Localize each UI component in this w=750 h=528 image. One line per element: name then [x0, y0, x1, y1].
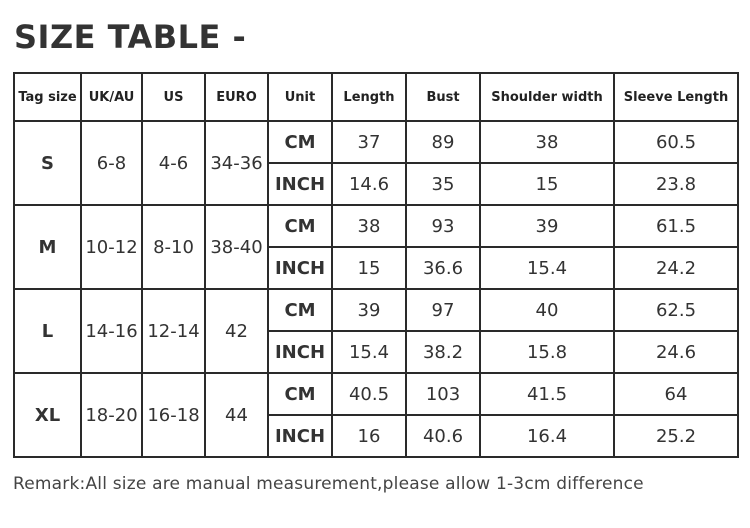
- shoulder-width-cell: 15.8: [480, 331, 614, 373]
- remark-text: Remark:All size are manual measurement,please allow 1-3cm difference: [13, 474, 644, 494]
- sleeve-length-cell: 60.5: [614, 121, 738, 163]
- sleeve-length-cell: 64: [614, 373, 738, 415]
- length-cell: 15: [332, 247, 406, 289]
- page-title: SIZE TABLE -: [14, 18, 247, 56]
- bust-cell: 103: [406, 373, 480, 415]
- sleeve-length-cell: 23.8: [614, 163, 738, 205]
- table-row: [14, 205, 738, 247]
- bust-cell: 40.6: [406, 415, 480, 457]
- uk-au-cell: 18-20: [81, 373, 142, 457]
- shoulder-width-cell: 15: [480, 163, 614, 205]
- uk-au-cell: 6-8: [81, 121, 142, 205]
- length-cell: 14.6: [332, 163, 406, 205]
- shoulder-width-cell: 15.4: [480, 247, 614, 289]
- sleeve-length-cell: 25.2: [614, 415, 738, 457]
- shoulder-width-cell: 38: [480, 121, 614, 163]
- length-cell: 37: [332, 121, 406, 163]
- header-bust: Bust: [406, 73, 480, 121]
- bust-cell: 89: [406, 121, 480, 163]
- sleeve-length-cell: 24.6: [614, 331, 738, 373]
- unit-cell: INCH: [268, 247, 332, 289]
- header-euro: EURO: [205, 73, 268, 121]
- header-unit: Unit: [268, 73, 332, 121]
- euro-cell: 42: [205, 289, 268, 373]
- tag-size-cell: M: [14, 205, 81, 289]
- uk-au-cell: 10-12: [81, 205, 142, 289]
- shoulder-width-cell: 39: [480, 205, 614, 247]
- header-sleeve-length: Sleeve Length: [614, 73, 738, 121]
- unit-cell: CM: [268, 373, 332, 415]
- header-shoulder-width: Shoulder width: [480, 73, 614, 121]
- sleeve-length-cell: 61.5: [614, 205, 738, 247]
- table-row: [14, 121, 738, 163]
- unit-cell: INCH: [268, 331, 332, 373]
- us-cell: 12-14: [142, 289, 205, 373]
- bust-cell: 36.6: [406, 247, 480, 289]
- shoulder-width-cell: 16.4: [480, 415, 614, 457]
- us-cell: 4-6: [142, 121, 205, 205]
- sleeve-length-cell: 24.2: [614, 247, 738, 289]
- table-row: [14, 373, 738, 415]
- header-row: [14, 73, 738, 121]
- uk-au-cell: 14-16: [81, 289, 142, 373]
- header-tag-size: Tag size: [14, 73, 81, 121]
- table-row: [14, 289, 738, 331]
- euro-cell: 34-36: [205, 121, 268, 205]
- unit-cell: CM: [268, 289, 332, 331]
- unit-cell: INCH: [268, 415, 332, 457]
- bust-cell: 93: [406, 205, 480, 247]
- bust-cell: 38.2: [406, 331, 480, 373]
- length-cell: 16: [332, 415, 406, 457]
- tag-size-cell: XL: [14, 373, 81, 457]
- length-cell: 39: [332, 289, 406, 331]
- us-cell: 8-10: [142, 205, 205, 289]
- header-length: Length: [332, 73, 406, 121]
- euro-cell: 44: [205, 373, 268, 457]
- bust-cell: 35: [406, 163, 480, 205]
- euro-cell: 38-40: [205, 205, 268, 289]
- unit-cell: INCH: [268, 163, 332, 205]
- shoulder-width-cell: 41.5: [480, 373, 614, 415]
- bust-cell: 97: [406, 289, 480, 331]
- size-table: [13, 72, 739, 458]
- shoulder-width-cell: 40: [480, 289, 614, 331]
- tag-size-cell: S: [14, 121, 81, 205]
- sleeve-length-cell: 62.5: [614, 289, 738, 331]
- unit-cell: CM: [268, 121, 332, 163]
- length-cell: 40.5: [332, 373, 406, 415]
- header-us: US: [142, 73, 205, 121]
- tag-size-cell: L: [14, 289, 81, 373]
- length-cell: 38: [332, 205, 406, 247]
- header-uk-au: UK/AU: [81, 73, 142, 121]
- unit-cell: CM: [268, 205, 332, 247]
- length-cell: 15.4: [332, 331, 406, 373]
- us-cell: 16-18: [142, 373, 205, 457]
